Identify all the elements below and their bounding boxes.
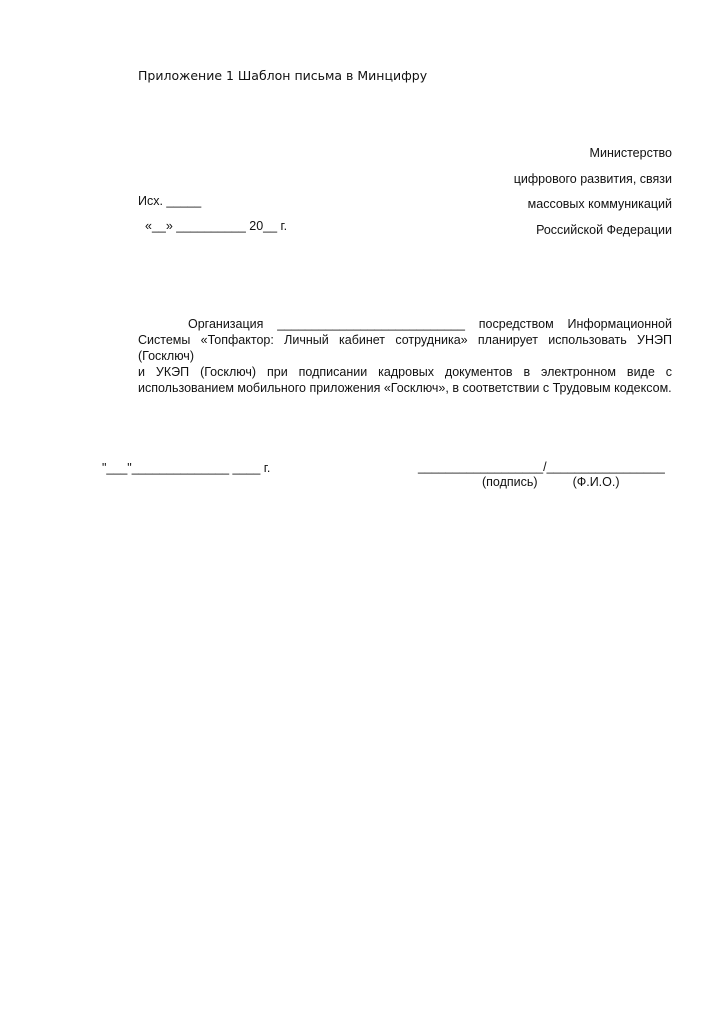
recipient-line-3: массовых коммуникаций (527, 197, 672, 211)
body-line-1: Организация ___________________________ посредством Информационной (188, 317, 672, 331)
body-line-4: использованием мобильного приложения «Госключ», в соответствии с Трудовым кодексом. (138, 381, 672, 395)
letter-body (138, 316, 672, 396)
signature-blank: __________________/_________________ (418, 460, 665, 474)
name-label: (Ф.И.О.) (572, 475, 620, 489)
signature-label: (подпись) (482, 475, 538, 489)
letter-date: «__» __________ 20__ г. (145, 219, 288, 233)
recipient-line-1: Министерство (589, 146, 672, 160)
signature-captions (482, 475, 620, 489)
body-line-3: и УКЭП (Госключ) при подписании кадровых документов в электронном виде с (138, 365, 672, 379)
recipient-line-4: Российской Федерации (536, 222, 672, 237)
body-line-2: Системы «Топфактор: Личный кабинет сотрудника» планирует использовать УНЭП (Госключ) (138, 333, 672, 363)
outgoing-reference: Исх. _____ (138, 194, 202, 208)
recipient-line-2: цифрового развития, связи (513, 171, 672, 186)
recipient-block (452, 146, 672, 248)
document-heading: Приложение 1 Шаблон письма в Минцифру (138, 68, 428, 83)
signing-date-blank: "___"______________ ____ г. (102, 461, 271, 475)
